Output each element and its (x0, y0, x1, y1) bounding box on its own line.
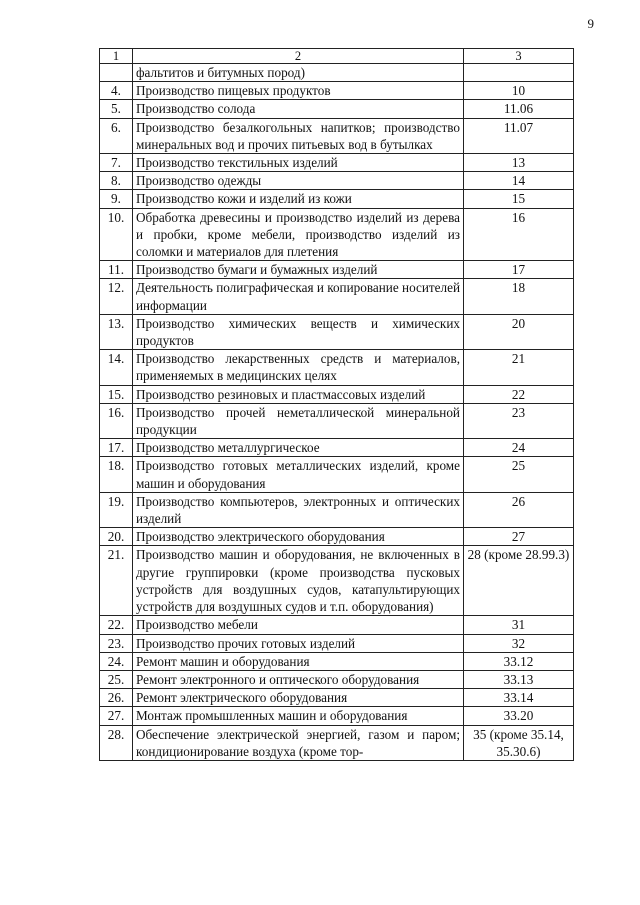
okved-code: 31 (464, 616, 574, 634)
activity-name: Производство мебели (133, 616, 464, 634)
row-number: 24. (100, 652, 133, 670)
row-number: 19. (100, 492, 133, 527)
okved-code: 27 (464, 528, 574, 546)
okved-code: 35 (кроме 35.14, 35.30.6) (464, 725, 574, 760)
table-row (100, 546, 574, 616)
row-number: 11. (100, 261, 133, 279)
okved-code: 13 (464, 154, 574, 172)
activity-name: Ремонт электрического оборудования (133, 689, 464, 707)
table-row (100, 616, 574, 634)
row-number: 5. (100, 100, 133, 118)
row-number: 13. (100, 314, 133, 349)
table-row (100, 172, 574, 190)
row-number: 25. (100, 670, 133, 688)
row-number (100, 64, 133, 82)
activity-name: Производство прочей неметаллической минеральной продукции (133, 403, 464, 438)
activity-name: Производство резиновых и пластмассовых изделий (133, 385, 464, 403)
row-number: 10. (100, 208, 133, 261)
activity-name: Производство электрического оборудования (133, 528, 464, 546)
activity-table (99, 48, 574, 761)
okved-code: 10 (464, 82, 574, 100)
activity-name: Производство одежды (133, 172, 464, 190)
okved-code: 28 (кроме 28.99.3) (464, 546, 574, 616)
activity-name: Производство текстильных изделий (133, 154, 464, 172)
table-row (100, 208, 574, 261)
activity-name: Производство солода (133, 100, 464, 118)
okved-code: 18 (464, 279, 574, 314)
header-col-3: 3 (464, 49, 574, 64)
activity-name: Производство бумаги и бумажных изделий (133, 261, 464, 279)
activity-name: Ремонт машин и оборудования (133, 652, 464, 670)
okved-code: 11.07 (464, 118, 574, 153)
activity-name: Производство компьютеров, электронных и оптических изделий (133, 492, 464, 527)
okved-code: 33.20 (464, 707, 574, 725)
okved-code: 33.12 (464, 652, 574, 670)
activity-name: Монтаж промышленных машин и оборудования (133, 707, 464, 725)
okved-code: 25 (464, 457, 574, 492)
okved-code: 21 (464, 350, 574, 385)
table-row (100, 100, 574, 118)
row-number: 26. (100, 689, 133, 707)
row-number: 12. (100, 279, 133, 314)
row-number: 28. (100, 725, 133, 760)
table-row (100, 279, 574, 314)
row-number: 27. (100, 707, 133, 725)
row-number: 14. (100, 350, 133, 385)
okved-code: 20 (464, 314, 574, 349)
table-row (100, 261, 574, 279)
okved-code: 32 (464, 634, 574, 652)
table-row (100, 439, 574, 457)
table-row (100, 64, 574, 82)
row-number: 4. (100, 82, 133, 100)
activity-name: Производство химических веществ и химических продуктов (133, 314, 464, 349)
activity-name: Производство металлургическое (133, 439, 464, 457)
row-number: 18. (100, 457, 133, 492)
row-number: 17. (100, 439, 133, 457)
activity-name: Обеспечение электрической энергией, газом и паром; кондиционирование воздуха (кроме тор- (133, 725, 464, 760)
table-row (100, 314, 574, 349)
activity-name: Производство готовых металлических изделий, кроме машин и оборудования (133, 457, 464, 492)
activity-name: Деятельность полиграфическая и копирование носителей информации (133, 279, 464, 314)
table-row (100, 190, 574, 208)
row-number: 6. (100, 118, 133, 153)
row-number: 16. (100, 403, 133, 438)
activity-name: Производство кожи и изделий из кожи (133, 190, 464, 208)
okved-code: 23 (464, 403, 574, 438)
okved-code: 33.14 (464, 689, 574, 707)
row-number: 21. (100, 546, 133, 616)
activity-name: Обработка древесины и производство изделий из дерева и пробки, кроме мебели, производство изделий из соломки и материалов для плетения (133, 208, 464, 261)
header-col-1: 1 (100, 49, 133, 64)
table-row (100, 403, 574, 438)
okved-code: 22 (464, 385, 574, 403)
table-row (100, 670, 574, 688)
table-row (100, 634, 574, 652)
activity-name: Производство безалкогольных напитков; производство минеральных вод и прочих питьевых вод в бутылках (133, 118, 464, 153)
page-number: 9 (587, 16, 594, 31)
table-row (100, 652, 574, 670)
table-row (100, 725, 574, 760)
header-col-2: 2 (133, 49, 464, 64)
table-row (100, 82, 574, 100)
row-number: 23. (100, 634, 133, 652)
okved-code: 24 (464, 439, 574, 457)
table-row (100, 350, 574, 385)
activity-name: Производство лекарственных средств и материалов, применяемых в медицинских целях (133, 350, 464, 385)
table-row (100, 457, 574, 492)
table-header-row (100, 49, 574, 64)
okved-code: 16 (464, 208, 574, 261)
row-number: 7. (100, 154, 133, 172)
row-number: 20. (100, 528, 133, 546)
okved-code: 26 (464, 492, 574, 527)
okved-code: 11.06 (464, 100, 574, 118)
activity-name: Производство прочих готовых изделий (133, 634, 464, 652)
row-number: 22. (100, 616, 133, 634)
row-number: 8. (100, 172, 133, 190)
okved-code: 15 (464, 190, 574, 208)
activity-name: Производство пищевых продуктов (133, 82, 464, 100)
okved-code: 17 (464, 261, 574, 279)
activity-name: Ремонт электронного и оптического оборудования (133, 670, 464, 688)
table-row (100, 707, 574, 725)
table-row (100, 154, 574, 172)
row-number: 15. (100, 385, 133, 403)
table-row (100, 492, 574, 527)
table-row (100, 118, 574, 153)
activity-name: Производство машин и оборудования, не включенных в другие группировки (кроме производства пусковых устройств для воздушных судов, катапультирующих устройств для воздушных судов и т.п. оборудования) (133, 546, 464, 616)
table-row (100, 385, 574, 403)
row-number: 9. (100, 190, 133, 208)
okved-code: 33.13 (464, 670, 574, 688)
okved-code: 14 (464, 172, 574, 190)
table-row (100, 528, 574, 546)
activity-name: фальтитов и битумных пород) (133, 64, 464, 82)
okved-code (464, 64, 574, 82)
table-row (100, 689, 574, 707)
